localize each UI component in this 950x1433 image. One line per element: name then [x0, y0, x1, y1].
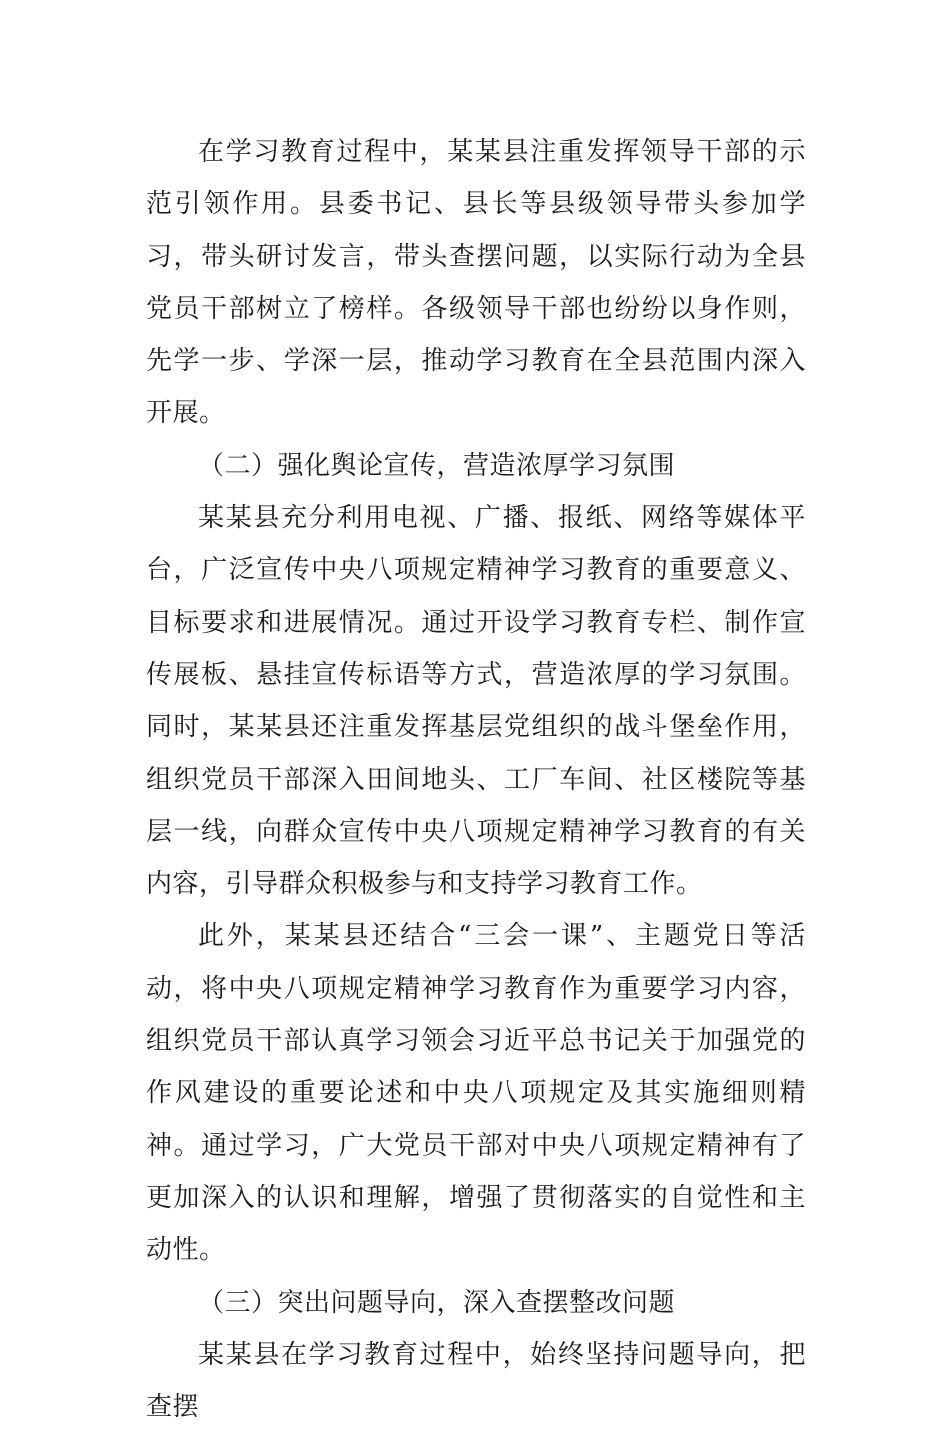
section-heading-3: （三）突出问题导向，深入查摆整改问题 [198, 1287, 676, 1318]
paragraph-leadership-example: 在学习教育过程中，某某县注重发挥领导干部的示范引领作用。县委书记、县长等县级领导带头参加学习，带头研讨发言，带头查摆问题，以实际行动为全县党员干部树立了榜样。各级领导干部也纷纷以身作则，先学一步、学深一层，推动学习教育在全县范围内深入开展。 [146, 137, 806, 429]
paragraph-study-activities: 此外，某某县还结合“三会一课”、主题党日等活动，将中央八项规定精神学习教育作为重要学习内容，组织党员干部认真学习领会习近平总书记关于加强党的作风建设的重要论述和中央八项规定及其实施细则精神。通过学习，广大党员干部对中央八项规定精神有了更加深入的认识和理解，增强了贯彻落实的自觉性和主动性。 [146, 921, 806, 1266]
document-body [146, 126, 806, 1433]
paragraph-problem-oriented: 某某县在学习教育过程中，始终坚持问题导向，把查摆 [146, 1339, 806, 1423]
paragraph-media-publicity: 某某县充分利用电视、广播、报纸、网络等媒体平台，广泛宣传中央八项规定精神学习教育的重要意义、目标要求和进展情况。通过开设学习教育专栏、制作宣传展板、悬挂宣传标语等方式，营造浓厚的学习氛围。同时，某某县还注重发挥基层党组织的战斗堡垒作用，组织党员干部深入田间地头、工厂车间、社区楼院等基层一线，向群众宣传中央八项规定精神学习教育的有关内容，引导群众积极参与和支持学习教育工作。 [146, 503, 806, 900]
section-heading-2: （二）强化舆论宣传，营造浓厚学习氛围 [198, 450, 676, 481]
